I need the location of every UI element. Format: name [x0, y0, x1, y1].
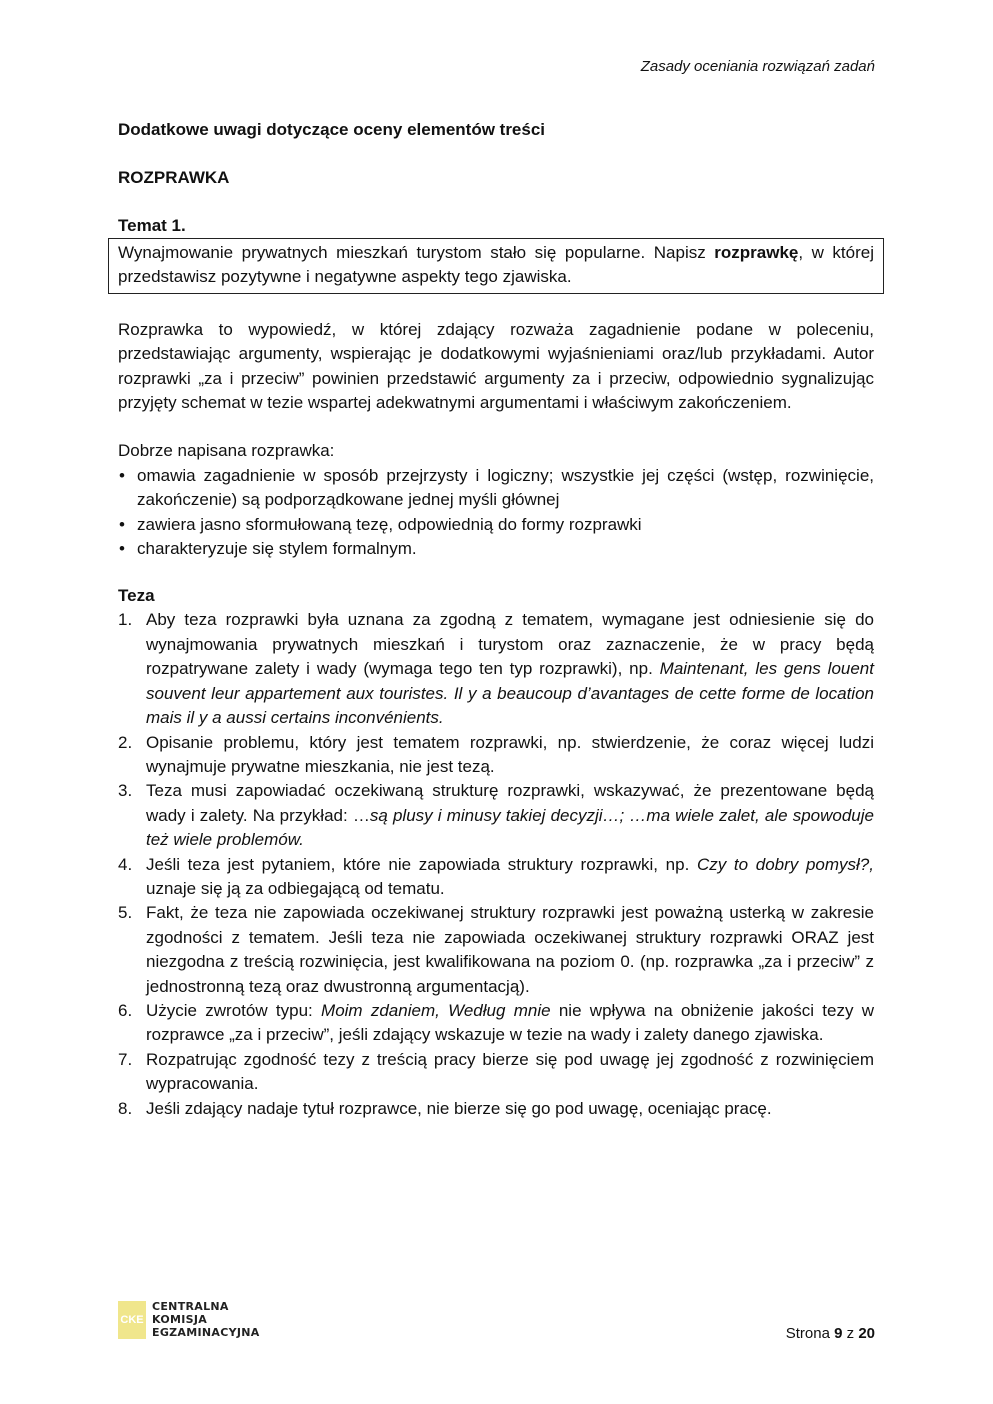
item-tail: uznaje się ją za odbiegającą od tematu. — [146, 878, 445, 898]
section-title: Dodatkowe uwagi dotyczące oceny elementów treści — [118, 120, 546, 139]
item-text: Rozpatrując zgodność tezy z treścią pracy bierze się pod uwagę jej zgodność z rozwinięciem wypracowania. — [146, 1049, 874, 1094]
task-text-part1: Wynajmowanie prywatnych mieszkań turystom stało się popularne. Napisz — [118, 243, 715, 262]
teza-item-6 — [118, 999, 874, 1048]
item-number: 2. — [118, 732, 133, 752]
good-essay-label: Dobrze napisana rozprawka: — [118, 441, 335, 461]
page-label: Strona — [785, 1325, 830, 1342]
item-number: 1. — [118, 610, 133, 630]
item-text: Teza musi zapowiadać oczekiwaną strukturę rozprawki, wskazywać, że prezentowane będą wady i zalety. Na przykład: … — [146, 781, 874, 825]
teza-item-8 — [118, 1097, 874, 1121]
logo-line: KOMISJA — [152, 1313, 208, 1326]
teza-item-2 — [118, 731, 874, 780]
teza-item-3 — [118, 779, 874, 852]
item-text: Użycie zwrotów typu: — [146, 1000, 322, 1020]
item-number: 4. — [118, 854, 133, 874]
page-total: 20 — [858, 1325, 875, 1342]
topic-label: Temat 1. — [118, 216, 186, 235]
running-header: Zasady oceniania rozwiązań zadań — [640, 58, 875, 75]
item-number: 3. — [118, 781, 133, 801]
item-number: 6. — [118, 1000, 133, 1020]
bullet-list — [118, 464, 874, 562]
list-item: • omawia zagadnienie w sposób przejrzysty i logiczny; wszystkie jej części (wstęp, rozwinięcie, zakończenie) są podporządkowane jednej myśli głównej — [118, 464, 874, 513]
page-current: 9 — [834, 1325, 843, 1342]
item-text: Aby teza rozprawki była uznana za zgodną z tematem, wymagane jest odniesienie się do wynajmowania prywatnych mieszkań i turystom oraz zaznaczenie, że w pracy będą rozpatrywane zalety i wady (wymaga tego ten typ rozprawki), np. — [146, 610, 874, 679]
item-italic: są plusy i minusy takiej decyzji…; …ma wiele zalet, ale spowoduje też wiele problemów. — [146, 805, 874, 850]
teza-title: Teza — [118, 586, 155, 606]
item-text: Jeśli zdający nadaje tytuł rozprawce, nie bierze się go pod uwagę, oceniając pracę. — [146, 1098, 772, 1118]
logo-line: EGZAMINACYJNA — [152, 1326, 260, 1339]
item-number: 5. — [118, 903, 133, 923]
logo-line: CENTRALNA — [152, 1300, 229, 1313]
subsection-title: ROZPRAWKA — [118, 168, 230, 187]
teza-item-7 — [118, 1048, 874, 1097]
intro-paragraph: Rozprawka to wypowiedź, w której zdający rozważa zagadnienie podane w poleceniu, przedstawiając argumenty, wspierając je dodatkowymi wyjaśnieniami oraz/lub przykładami. Autor rozprawki „za i przeciw” powinien przedstawić argumenty za i przeciw, odpowiednio sygnalizując przyjęty schemat w tezie wspartej adekwatnymi argumentami i właściwym zakończeniem. — [118, 319, 874, 413]
item-tail: nie wpływa na obniżenie jakości tezy w rozprawce „za i przeciw”, jeśli zdający wskazuje w tezie na wady i zalety danego zjawiska. — [146, 1000, 874, 1045]
item-italic: Czy to dobry pomysł?, — [696, 854, 874, 874]
teza-item-5 — [118, 901, 874, 999]
item-italic: Maintenant, les gens louent souvent leur appartement aux touristes. Il y a beaucoup d’avantages de cette forme de location mais il y a aussi certains inconvénients. — [146, 659, 874, 728]
logo-text — [152, 1300, 260, 1339]
page-of: z — [846, 1325, 855, 1342]
item-text: Opisanie problemu, który jest tematem rozprawki, np. stwierdzenie, że coraz więcej ludzi wynajmuje prywatne mieszkania, nie jest tezą. — [146, 732, 874, 776]
item-number: 7. — [118, 1049, 133, 1069]
cke-logo-icon: CKE — [118, 1301, 146, 1339]
list-item: • zawiera jasno sformułowaną tezę, odpowiednią do formy rozprawki — [118, 513, 874, 537]
cke-logo — [118, 1300, 260, 1339]
teza-item-4 — [118, 853, 874, 902]
teza-item-1 — [118, 608, 874, 730]
teza-list — [118, 608, 874, 1121]
task-text-part2: , w której przedstawisz pozytywne i negatywne aspekty tego zjawiska. — [118, 243, 874, 287]
item-number: 8. — [118, 1098, 133, 1118]
task-text-bold: rozprawkę — [714, 243, 799, 262]
item-italic: Moim zdaniem, Według mnie — [321, 1000, 551, 1020]
document-body — [118, 118, 874, 1121]
page-number — [786, 1325, 875, 1342]
item-text: Jeśli teza jest pytaniem, które nie zapowiada struktury rozprawki, np. — [146, 854, 697, 874]
list-item: • charakteryzuje się stylem formalnym. — [118, 537, 874, 561]
item-text: Fakt, że teza nie zapowiada oczekiwanej struktury rozprawki jest poważną usterką w zakresie zgodności z tematem. Jeśli teza nie zapowiada oczekiwanej struktury rozprawki ORAZ jest niezgodna z treścią rozwinięcia, jest kwalifikowana na poziom 0. (np. rozprawka „za i przeciw” z jednostronną tezą oraz dwustronną argumentacją). — [146, 903, 874, 996]
task-box — [108, 238, 884, 294]
